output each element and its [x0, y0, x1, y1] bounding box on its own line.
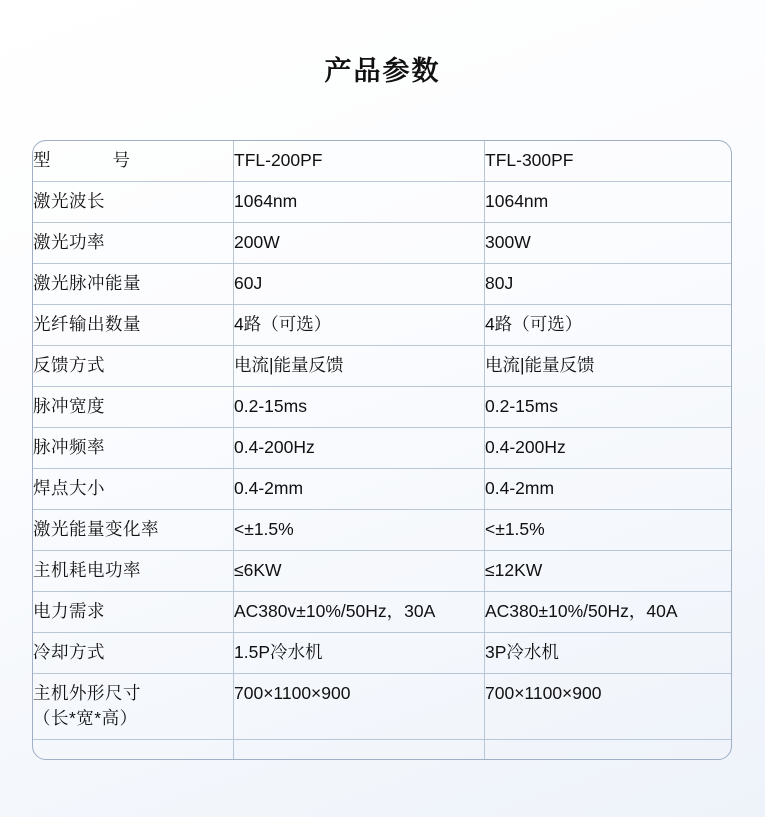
row-label: 激光能量变化率: [33, 510, 234, 551]
row-label: 主机耗电功率: [33, 551, 234, 592]
row-value-300: ≤12KW: [485, 551, 733, 592]
row-value-200: 1.5P冷水机: [234, 633, 485, 674]
table-row: [33, 633, 732, 674]
row-value-200: 4路（可选）: [234, 305, 485, 346]
table-row: [33, 674, 732, 740]
row-label: 冷却方式: [33, 633, 234, 674]
row-value-model-300: TFL-300PF: [485, 141, 733, 182]
row-value-300: 电流|能量反馈: [485, 346, 733, 387]
table-row: [33, 428, 732, 469]
filler-cell: [33, 739, 234, 760]
row-label: 光纤输出数量: [33, 305, 234, 346]
row-value-300: 4路（可选）: [485, 305, 733, 346]
row-label-line2: （长*宽*高）: [33, 708, 138, 729]
row-value-300: 3P冷水机: [485, 633, 733, 674]
row-value-200: ≤6KW: [234, 551, 485, 592]
row-value-200: <±1.5%: [234, 510, 485, 551]
row-value-300: AC380±10%/50Hz，40A: [485, 592, 733, 633]
row-label: 激光功率: [33, 223, 234, 264]
row-value-200: 60J: [234, 264, 485, 305]
row-value-200: 电流|能量反馈: [234, 346, 485, 387]
table-row: [33, 264, 732, 305]
row-label: 焊点大小: [33, 469, 234, 510]
row-value-200: 0.2-15ms: [234, 387, 485, 428]
row-label: 反馈方式: [33, 346, 234, 387]
row-label: [33, 674, 234, 740]
row-value-200: 200W: [234, 223, 485, 264]
row-value-model-200: TFL-200PF: [234, 141, 485, 182]
row-label-line1: 主机外形尺寸: [33, 683, 141, 703]
row-value-300: <±1.5%: [485, 510, 733, 551]
filler-cell: [485, 739, 733, 760]
spec-table-container: [32, 140, 732, 760]
row-value-300: 700×1100×900: [485, 674, 733, 740]
table-filler-row: [33, 739, 732, 760]
table-row: [33, 592, 732, 633]
filler-cell: [234, 739, 485, 760]
row-value-300: 0.4-2mm: [485, 469, 733, 510]
row-value-200: 0.4-2mm: [234, 469, 485, 510]
row-label: 电力需求: [33, 592, 234, 633]
row-value-200: AC380v±10%/50Hz，30A: [234, 592, 485, 633]
row-value-300: 300W: [485, 223, 733, 264]
row-value-200: 1064nm: [234, 182, 485, 223]
row-value-300: 0.4-200Hz: [485, 428, 733, 469]
row-label: 脉冲宽度: [33, 387, 234, 428]
row-value-200: 0.4-200Hz: [234, 428, 485, 469]
row-label-text: 型 号: [33, 150, 139, 170]
table-row: [33, 223, 732, 264]
row-label: [33, 141, 234, 182]
spec-table: [33, 141, 732, 760]
row-label: 激光脉冲能量: [33, 264, 234, 305]
table-row: [33, 387, 732, 428]
row-label: 脉冲频率: [33, 428, 234, 469]
table-row: [33, 182, 732, 223]
table-row: [33, 551, 732, 592]
row-value-200: 700×1100×900: [234, 674, 485, 740]
table-row: [33, 141, 732, 182]
table-row: [33, 469, 732, 510]
page-title: 产品参数: [324, 56, 441, 86]
row-value-300: 1064nm: [485, 182, 733, 223]
table-row: [33, 346, 732, 387]
table-row: [33, 305, 732, 346]
row-label: 激光波长: [33, 182, 234, 223]
table-row: [33, 510, 732, 551]
row-value-300: 0.2-15ms: [485, 387, 733, 428]
row-value-300: 80J: [485, 264, 733, 305]
